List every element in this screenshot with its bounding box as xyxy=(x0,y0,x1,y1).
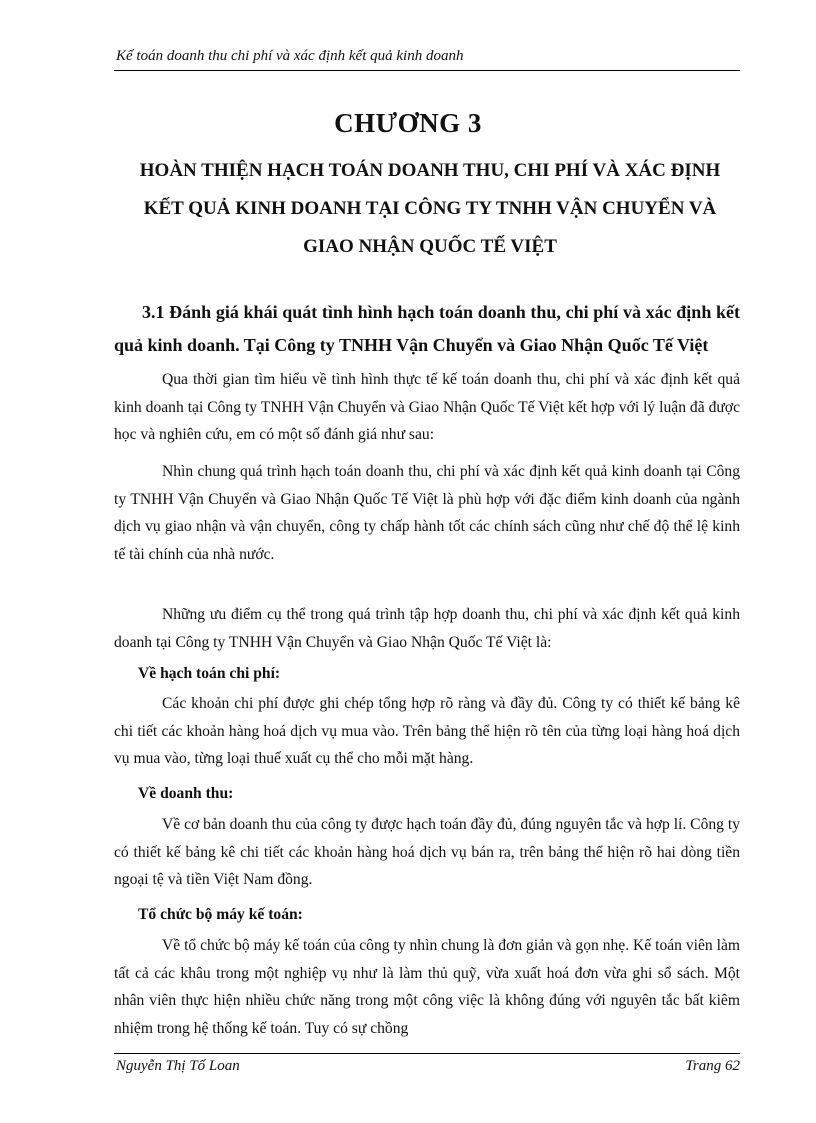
chapter-title: HOÀN THIỆN HẠCH TOÁN DOANH THU, CHI PHÍ VÀ XÁC ĐỊNH KẾT QUẢ KINH DOANH TẠI CÔNG TY TNHH VẬN CHUYỂN VÀ GIAO NHẬN QUỐC TẾ VIỆT xyxy=(139,160,721,257)
footer-author: Nguyễn Thị Tố Loan xyxy=(116,1058,240,1074)
section-heading: 3.1 Đánh giá khái quát tình hình hạch toán doanh thu, chi phí và xác định kết quả kinh doanh. Tại Công ty TNHH Vận Chuyển và Giao Nhận Quốc Tế Việt xyxy=(114,302,740,355)
paragraph-4: Các khoản chi phí được ghi chép tổng hợp rõ ràng và đầy đủ. Công ty có thiết kế bảng kê chi tiết các khoản hàng hoá dịch vụ mua vào. Trên bảng thể hiện rõ tên của từng loại hàng hoá dịch vụ mua vào, từng loại thuế xuất cụ thể cho mỗi mặt hàng. xyxy=(114,695,740,767)
paragraph-3: Những ưu điểm cụ thể trong quá trình tập hợp doanh thu, chi phí và xác định kết quả kinh doanh tại Công ty TNHH Vận Chuyển và Giao Nhận Quốc Tế Việt là: xyxy=(114,606,740,651)
chapter-number: CHƯƠNG 3 xyxy=(334,108,482,138)
page-number: Trang 62 xyxy=(685,1058,740,1074)
paragraph-2: Nhìn chung quá trình hạch toán doanh thu, chi phí và xác định kết quả kinh doanh tại Công ty TNHH Vận Chuyển và Giao Nhận Quốc Tế Việt là phù hợp với đặc điểm kinh doanh của ngành dịch vụ giao nhận và vận chuyển, công ty chấp hành tốt các chính sách cũng như chế độ thể lệ kinh tế tài chính của nhà nước. xyxy=(114,463,740,563)
subheading-costs: Về hạch toán chi phí: xyxy=(138,665,281,682)
paragraph-5: Về cơ bản doanh thu của công ty được hạch toán đầy đủ, đúng nguyên tắc và hợp lí. Công ty có thiết kế bảng kê chi tiết các khoản hàng hoá dịch vụ bán ra, trên bảng thể hiện rõ hai dòng tiền ngoại tệ và tiền Việt Nam đồng. xyxy=(114,816,740,888)
header-divider xyxy=(114,70,740,71)
paragraph-6: Về tổ chức bộ máy kế toán của công ty nhìn chung là đơn giản và gọn nhẹ. Kế toán viên làm tất cả các khâu trong một nghiệp vụ như là làm thủ quỹ, vừa xuất hoá đơn vừa ghi sổ sách. Một nhân viên thực hiện nhiều chức năng trong một công việc là không đúng với nguyên tắc bất kiêm nhiệm trong hệ thống kế toán. Tuy có sự chồng xyxy=(114,937,740,1037)
subheading-organization: Tổ chức bộ máy kế toán: xyxy=(138,906,303,923)
subheading-revenue: Về doanh thu: xyxy=(138,785,234,802)
paragraph-1: Qua thời gian tìm hiểu về tình hình thực tế kế toán doanh thu, chi phí và xác định kết quả kinh doanh tại Công ty TNHH Vận Chuyển và Giao Nhận Quốc Tế Việt kết hợp với lý luận đã được học và nghiên cứu, em có một số đánh giá như sau: xyxy=(114,371,740,443)
footer-divider xyxy=(114,1053,740,1054)
running-header: Kế toán doanh thu chi phí và xác định kết quả kinh doanh xyxy=(116,48,464,64)
